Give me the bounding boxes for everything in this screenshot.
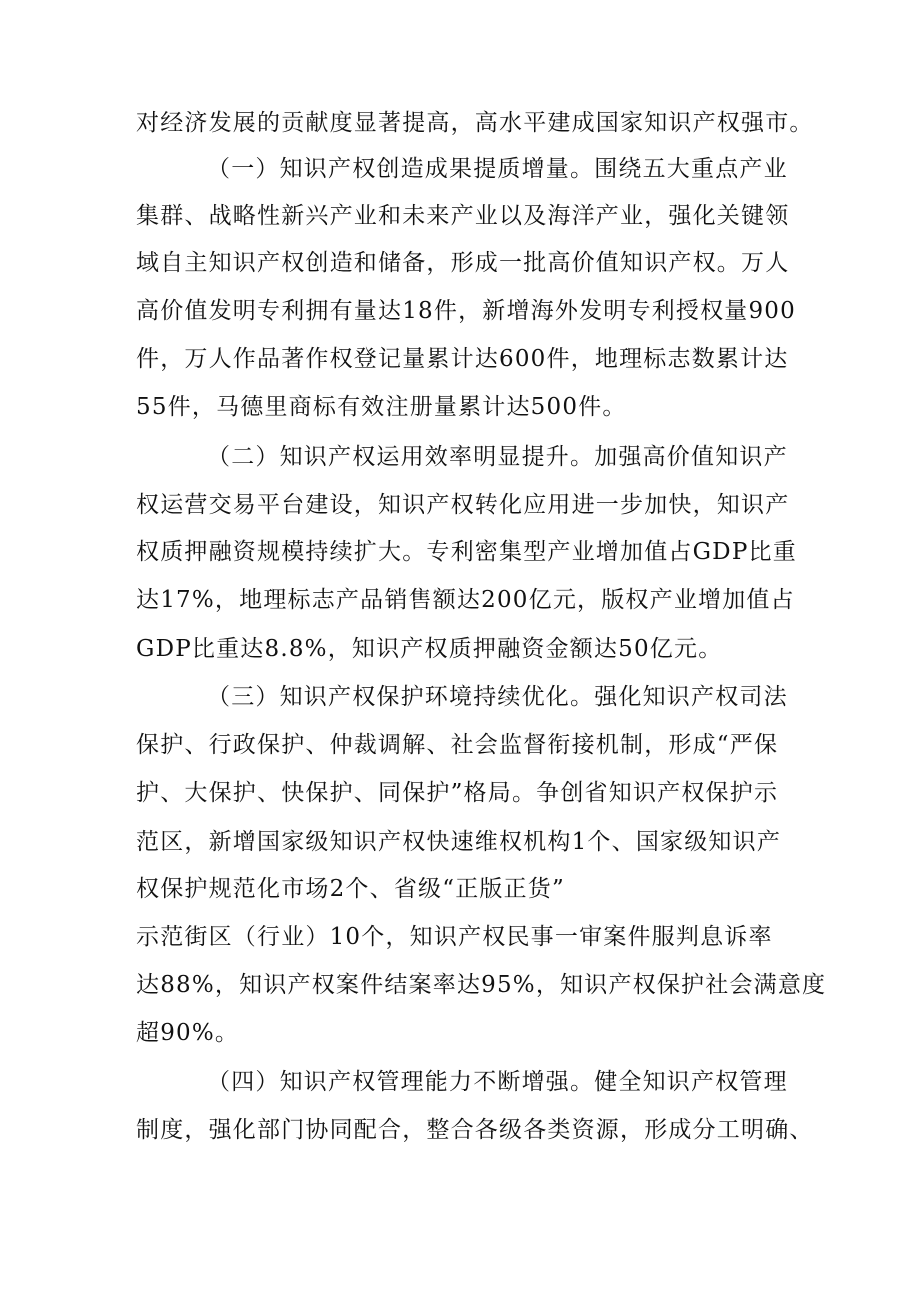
text-line-6: 件，万人作品著作权登记量累计达600件，地理标志数累计达: [136, 346, 789, 372]
text-line-20: 超90%。: [136, 1020, 240, 1046]
text-line-5: 高价值发明专利拥有量达18件，新增海外发明专利授权量900: [136, 298, 796, 324]
text-line-14: 保护、行政保护、仲裁调解、社会监督衔接机制，形成“严保: [136, 732, 779, 758]
text-line-7: 55件，马德里商标有效注册量累计达500件。: [136, 394, 627, 420]
text-line-15: 护、大保护、快保护、同保护”格局。争创省知识产权保护示: [136, 780, 779, 806]
text-line-22: 制度，强化部门协同配合，整合各级各类资源，形成分工明确、: [136, 1117, 814, 1143]
section-3-heading-line: （三）知识产权保护环境持续优化。强化知识产权司法: [207, 684, 788, 710]
text-line-11: 达17%，地理标志产品销售额达200亿元，版权产业增加值占: [136, 587, 795, 613]
text-line-1: 对经济发展的贡献度显著提高，高水平建成国家知识产权强市。: [136, 110, 814, 136]
text-line-3: 集群、战略性新兴产业和未来产业以及海洋产业，强化关键领: [136, 203, 790, 229]
section-1-heading-line: （一）知识产权创造成果提质增量。围绕五大重点产业: [207, 156, 788, 182]
text-line-12: GDP比重达8.8%，知识产权质押融资金额达50亿元。: [136, 636, 723, 662]
section-4-heading-line: （四）知识产权管理能力不断增强。健全知识产权管理: [207, 1069, 788, 1095]
text-line-16: 范区，新增国家级知识产权快速维权机构1个、国家级知识产: [136, 829, 782, 855]
section-2-heading-line: （二）知识产权运用效率明显提升。加强高价值知识产: [207, 444, 788, 470]
text-line-9: 权运营交易平台建设，知识产权转化应用进一步加快，知识产: [136, 492, 790, 518]
text-line-18: 示范街区（行业）10个，知识产权民事一审案件服判息诉率: [136, 924, 773, 950]
text-line-19: 达88%，知识产权案件结案率达95%，知识产权保护社会满意度: [136, 972, 827, 998]
text-line-4: 域自主知识产权创造和储备，形成一批高价值知识产权。万人: [136, 250, 790, 276]
text-line-10: 权质押融资规模持续扩大。专利密集型产业增加值占GDP比重: [136, 539, 797, 565]
text-line-17: 权保护规范化市场2个、省级“正版正货”: [136, 876, 565, 902]
